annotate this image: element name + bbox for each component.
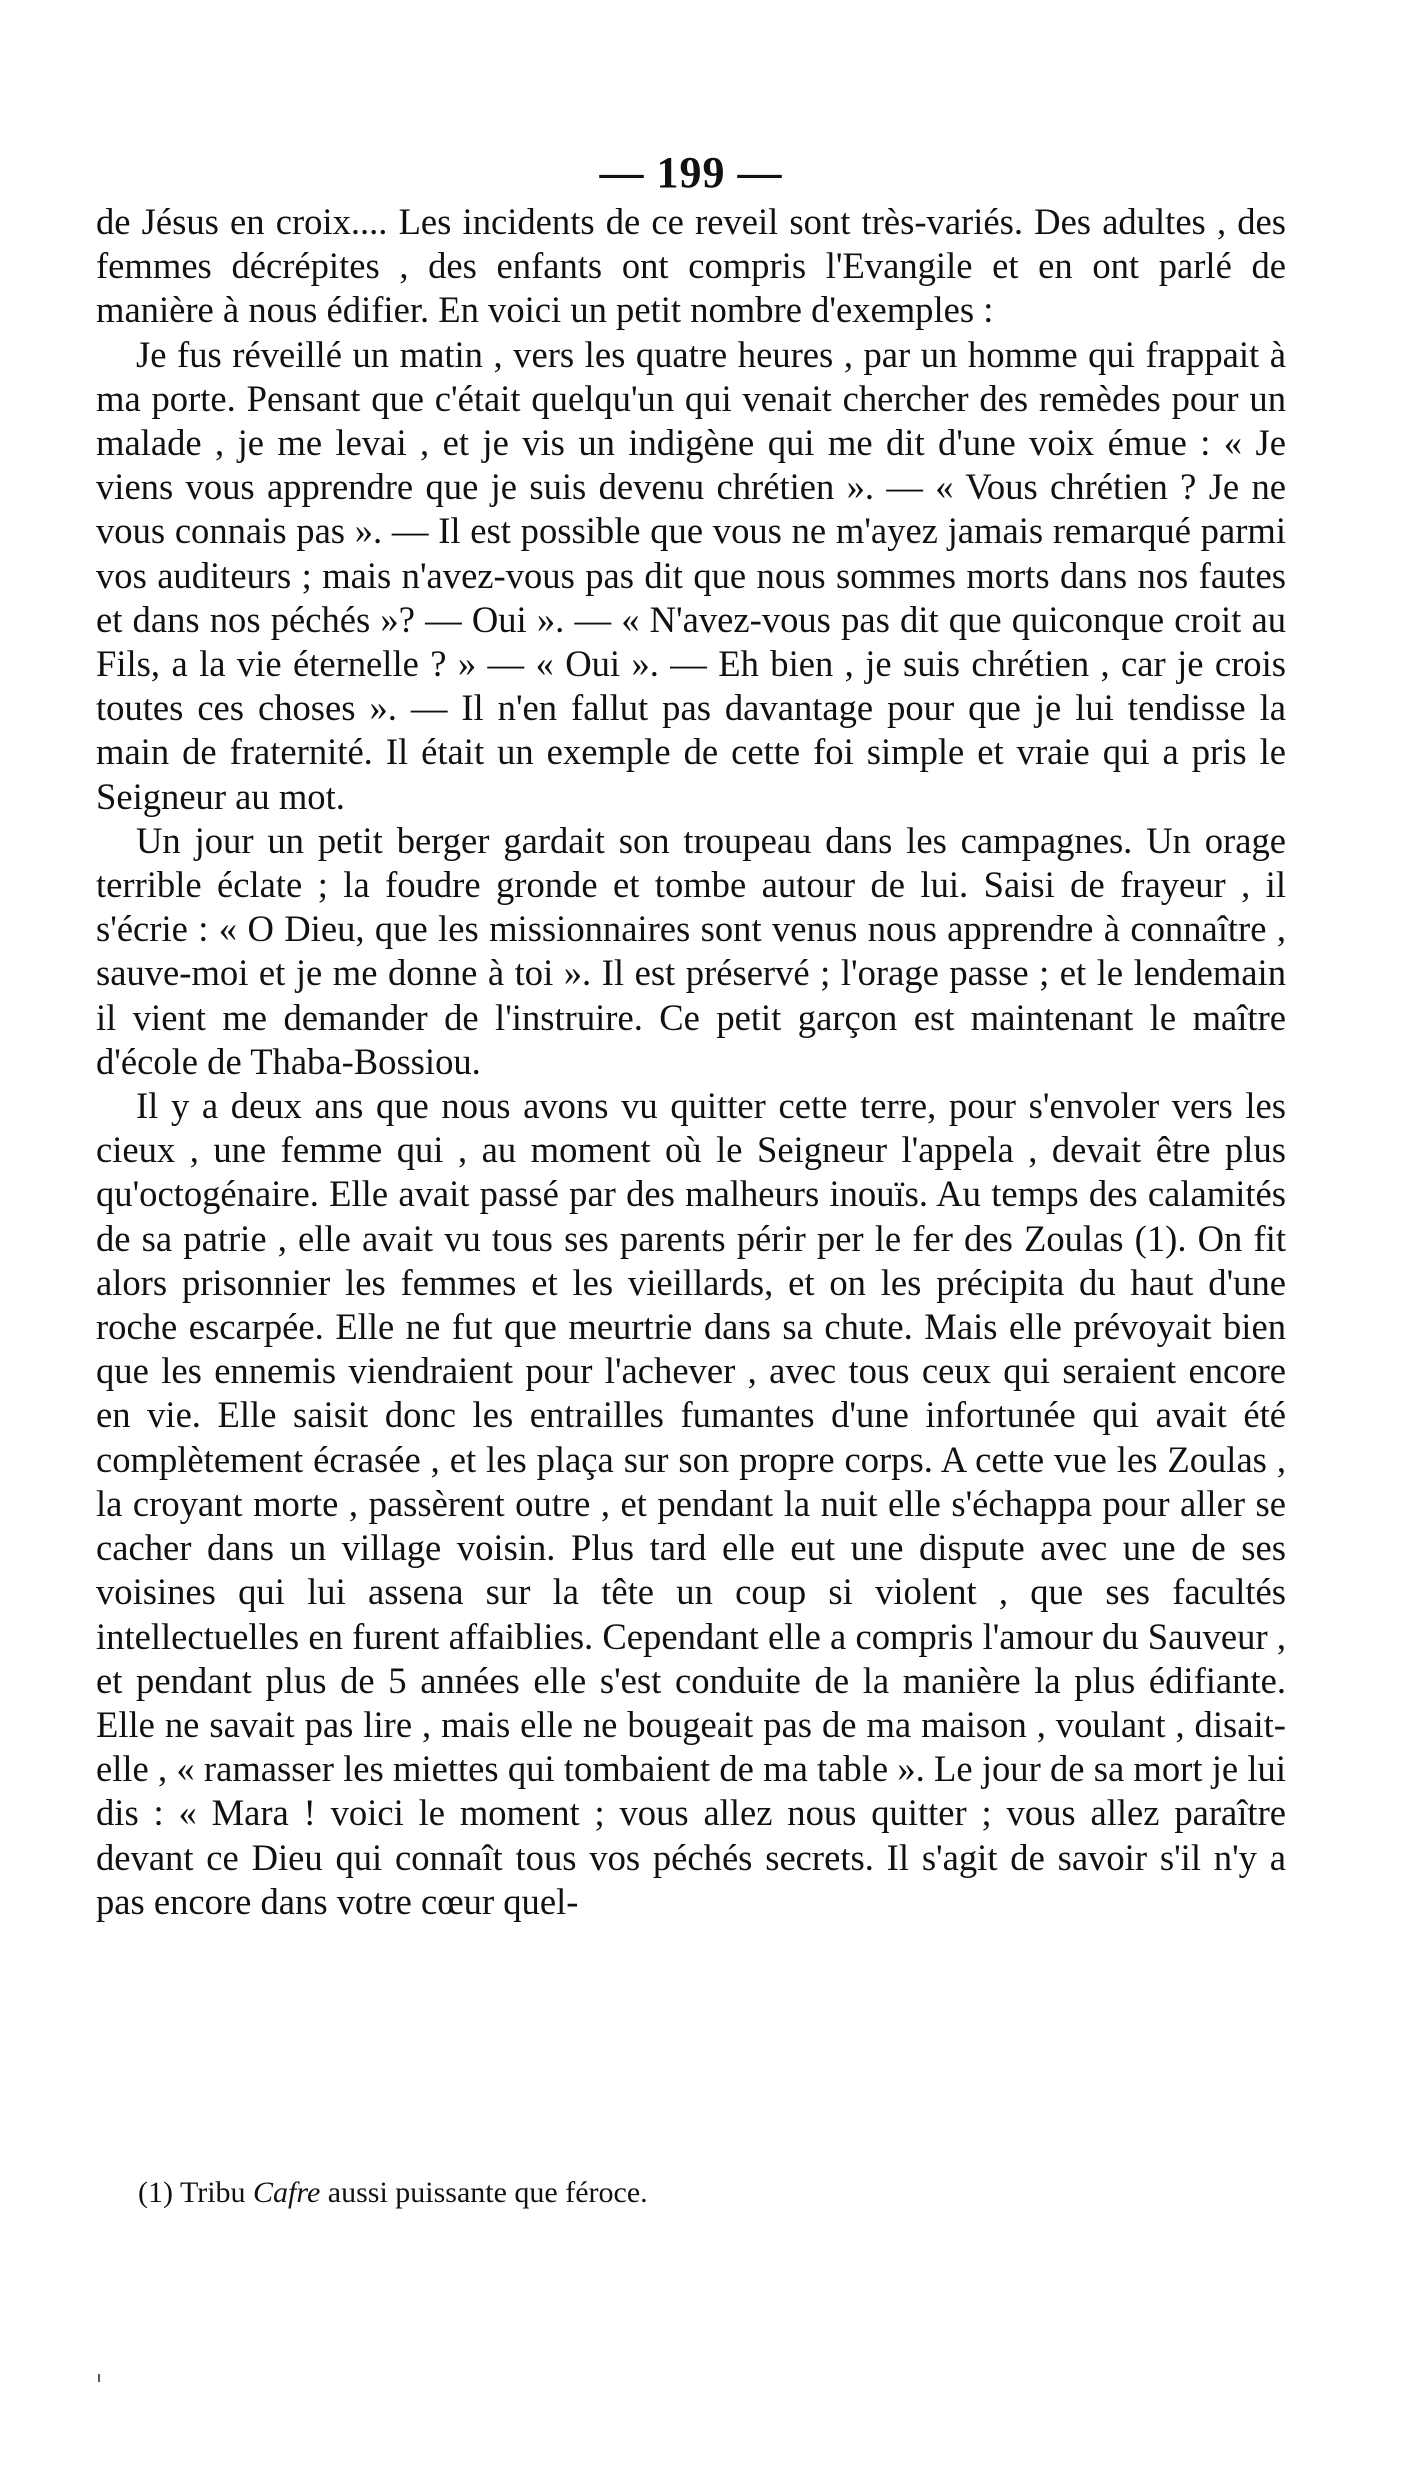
paragraph: Il y a deux ans que nous avons vu quitter cette terre, pour s'envoler vers les cieux , une femme qui , au moment où le Seigneur l'appela , devait être plus qu'octogénaire. Elle avait passé par des malheurs inouïs. Au temps des calamités de sa patrie , elle avait vu tous ses parents périr per le fer des Zoulas (1). On fit alors prisonnier les femmes et les vieillards, et on les précipita du haut d'une roche escarpée. Elle ne fut que meurtrie dans sa chute. Mais elle prévoyait bien que les ennemis viendraient pour l'achever , avec tous ceux qui seraient encore en vie. Elle saisit donc les entrailles fumantes d'une infortunée qui avait été complètement écrasée , et les plaça sur son propre corps. A cette vue les Zoulas , la croyant morte , passèrent outre , et pendant la nuit elle s'échappa pour aller se cacher dans un village voisin. Plus tard elle eut une dispute avec une de ses voisines qui lui assena sur la tête un coup si violent , que ses facultés intellectuelles en furent affaiblies. Cependant elle a compris l'amour du Sauveur , et pendant plus de 5 années elle s'est conduite de la manière la plus édifiante. Elle ne savait pas lire , mais elle ne bougeait pas de ma maison , voulant , disait-elle , « ramasser les miettes qui tombaient de ma table ». Le jour de sa mort je lui dis : « Mara ! voici le moment ; vous allez nous quitter ; vous allez paraître devant ce Dieu qui connaît tous vos péchés secrets. Il s'agit de savoir s'il n'y a pas encore dans votre cœur quel- — [96, 1085, 1286, 1922]
footnote-marker: (1) Tribu — [138, 2176, 254, 2209]
paragraph: Je fus réveillé un matin , vers les quatre heures , par un homme qui frappait à ma porte. Pensant que c'était quelqu'un qui venait chercher des remèdes pour un malade , je me levai , et je vis un indigène qui me dit d'une voix émue : « Je viens vous apprendre que je suis devenu chrétien ». — « Vous chrétien ? Je ne vous connais pas ». — Il est possible que vous ne m'ayez jamais remarqué parmi vos auditeurs ; mais n'avez-vous pas dit que nous sommes morts dans nos fautes et dans nos péchés »? — Oui ». — « N'avez-vous pas dit que quiconque croit au Fils, a la vie éternelle ? » — « Oui ». — Eh bien , je suis chrétien , car je crois toutes ces choses ». — Il n'en fallut pas davantage pour que je lui tendisse la main de fraternité. Il était un exemple de cette foi simple et vraie qui a pris le Seigneur au mot. — [96, 333, 1286, 817]
book-page — [96, 148, 1286, 1924]
footnote — [138, 2175, 938, 2211]
ink-speck — [98, 2374, 100, 2382]
page-body — [96, 200, 1286, 1924]
footnote-text: aussi puissante que féroce. — [320, 2176, 648, 2209]
page-number: — 199 — — [599, 148, 783, 197]
paragraph: Un jour un petit berger gardait son troupeau dans les campagnes. Un orage terrible éclate ; la foudre gronde et tombe autour de lui. Saisi de frayeur , il s'écrie : « O Dieu, que les missionnaires sont venus nous apprendre à connaître , sauve-moi et je me donne à toi ». Il est préservé ; l'orage passe ; et le lendemain il vient me demander de l'instruire. Ce petit garçon est maintenant le maître d'école de Thaba-Bossiou. — [96, 819, 1286, 1082]
footnote-emphasis: Cafre — [253, 2176, 321, 2209]
paragraph: de Jésus en croix.... Les incidents de ce reveil sont très-variés. Des adultes , des femmes décrépites , des enfants ont compris l'Evangile et en ont parlé de manière à nous édifier. En voici un petit nombre d'exemples : — [96, 201, 1286, 331]
